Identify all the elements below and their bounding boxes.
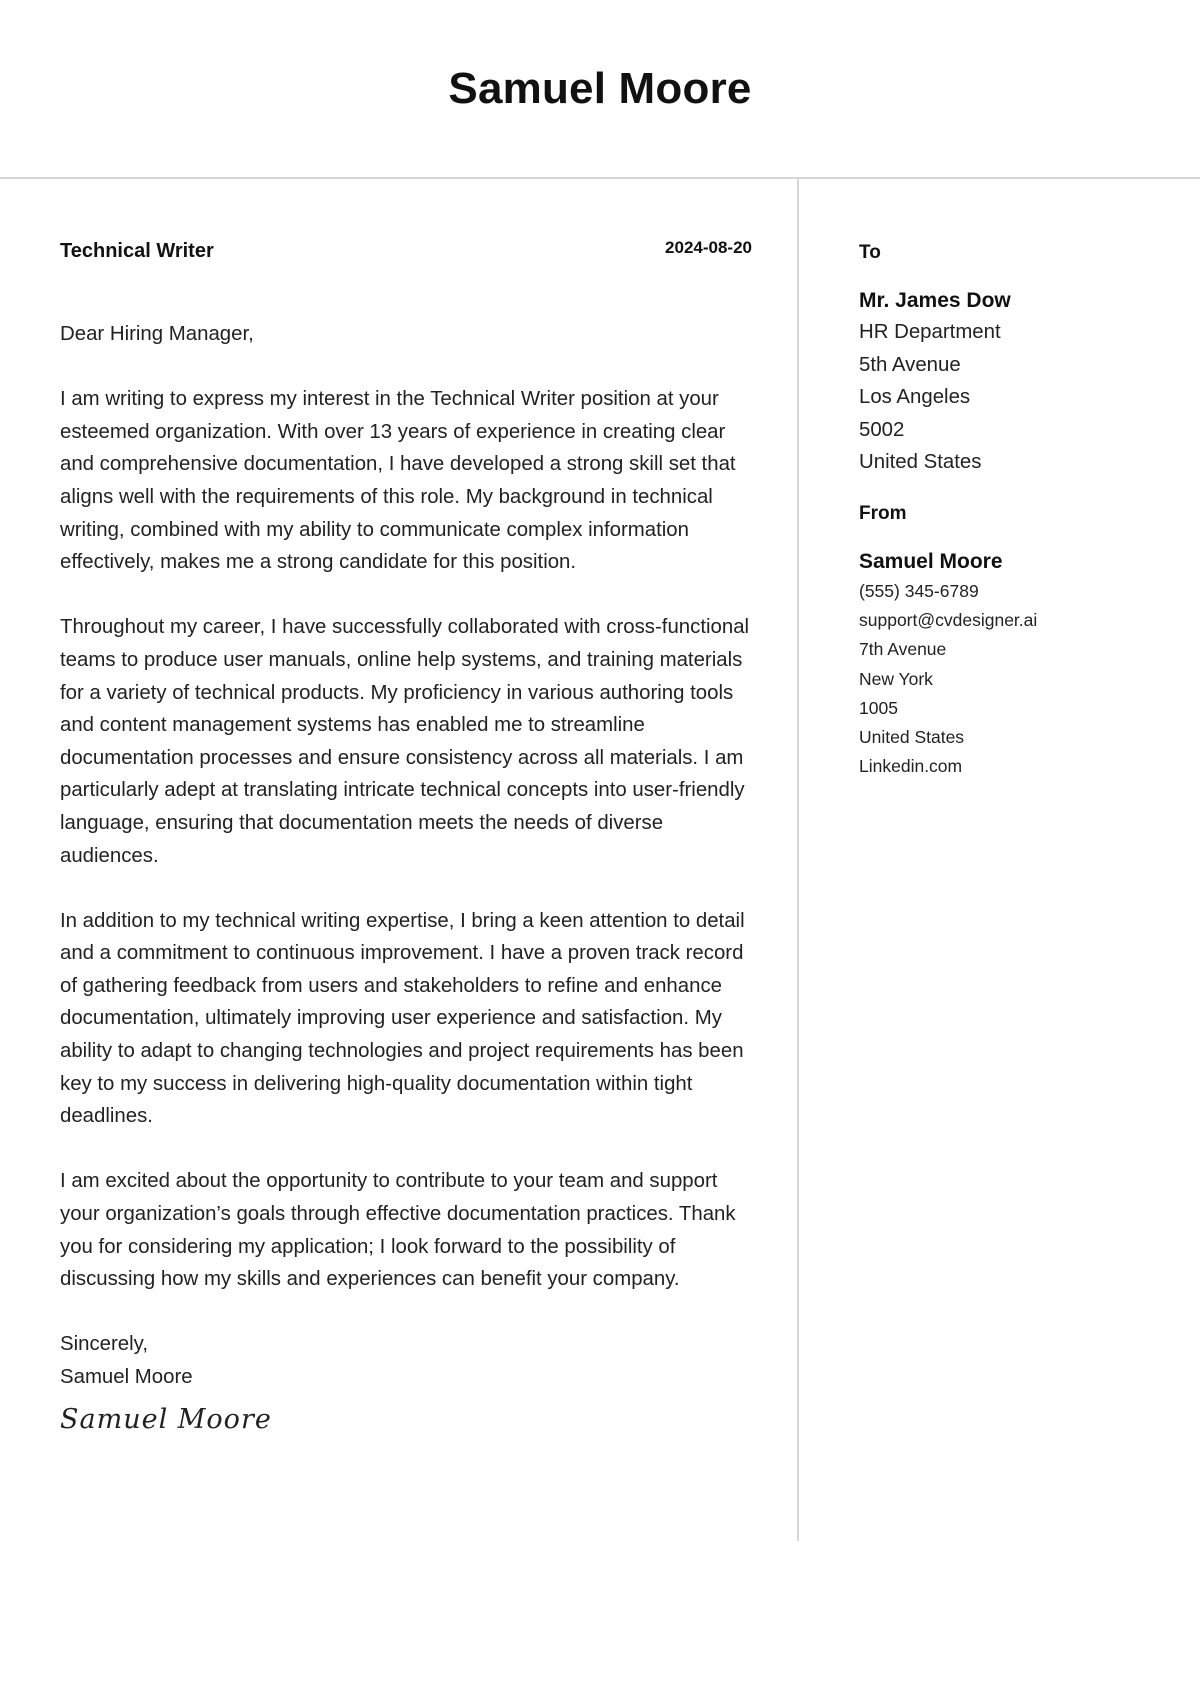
- sender-postal-code: 1005: [859, 697, 898, 718]
- address-sidebar: [859, 242, 1179, 781]
- sender-city: New York: [859, 668, 933, 689]
- recipient-name: Mr. James Dow: [859, 289, 1011, 312]
- sender-email: support@cvdesigner.ai: [859, 610, 1038, 631]
- closing-block: [60, 1328, 752, 1393]
- recipient-street: 5th Avenue: [859, 353, 961, 376]
- sender-label: From: [859, 502, 907, 524]
- recipient-postal-code: 5002: [859, 418, 905, 441]
- applicant-name: Samuel Moore: [448, 64, 752, 113]
- sender-phone: (555) 345-6789: [859, 580, 979, 601]
- sender-website: Linkedin.com: [859, 756, 963, 777]
- sender-name: Samuel Moore: [859, 549, 1003, 573]
- recipient-city: Los Angeles: [859, 386, 971, 409]
- salutation: Dear Hiring Manager,: [60, 323, 254, 345]
- recipient-label: To: [859, 242, 881, 263]
- closing: Sincerely,: [60, 1333, 149, 1356]
- sender-country: United States: [859, 726, 965, 747]
- paragraph-1: I am writing to express my interest in the Technical Writer position at your esteemed organization. With over 13 years of experience in creating clear and comprehensive documentation, I have developed a strong skill set that aligns well with the requirements of this role. My background in technical writing, combined with my ability to communicate complex information effectively, makes me a strong candidate for this position.: [60, 388, 736, 574]
- recipient-country: United States: [859, 451, 982, 474]
- sender-street: 7th Avenue: [859, 639, 947, 660]
- letter-date: 2024-08-20: [665, 238, 752, 257]
- paragraph-4: I am excited about the opportunity to contribute to your team and support your organization’s goals through effective documentation practices. Thank you for considering my application; I look forward to the possibility of discussing how my skills and experiences can benefit your company.: [60, 1170, 736, 1291]
- recipient-department: HR Department: [859, 321, 1001, 343]
- letter-body: [60, 318, 752, 1426]
- handwritten-signature: Samuel Moore: [60, 1404, 272, 1435]
- job-title: Technical Writer: [60, 240, 214, 262]
- column-divider: [797, 179, 799, 1541]
- page-header: [0, 0, 1200, 179]
- paragraph-3: In addition to my technical writing expertise, I bring a keen attention to detail and a commitment to continuous improvement. I have a proven track record of gathering feedback from users and stakeholders to refine and enhance documentation, ultimately improving user experience and satisfaction. My ability to adapt to changing technologies and project requirements has been key to my success in delivering high-quality documentation within tight deadlines.: [60, 909, 745, 1128]
- paragraph-2: Throughout my career, I have successfully collaborated with cross-functional teams to produce user manuals, online help systems, and training materials for a variety of technical products. My proficiency in various authoring tools and content management systems has enabled me to streamline documentation processes and ensure consistency across all materials. I am particularly adept at translating intricate technical concepts into user-friendly language, ensuring that documentation meets the needs of diverse audiences.: [60, 616, 750, 867]
- closing-name: Samuel Moore: [60, 1366, 193, 1388]
